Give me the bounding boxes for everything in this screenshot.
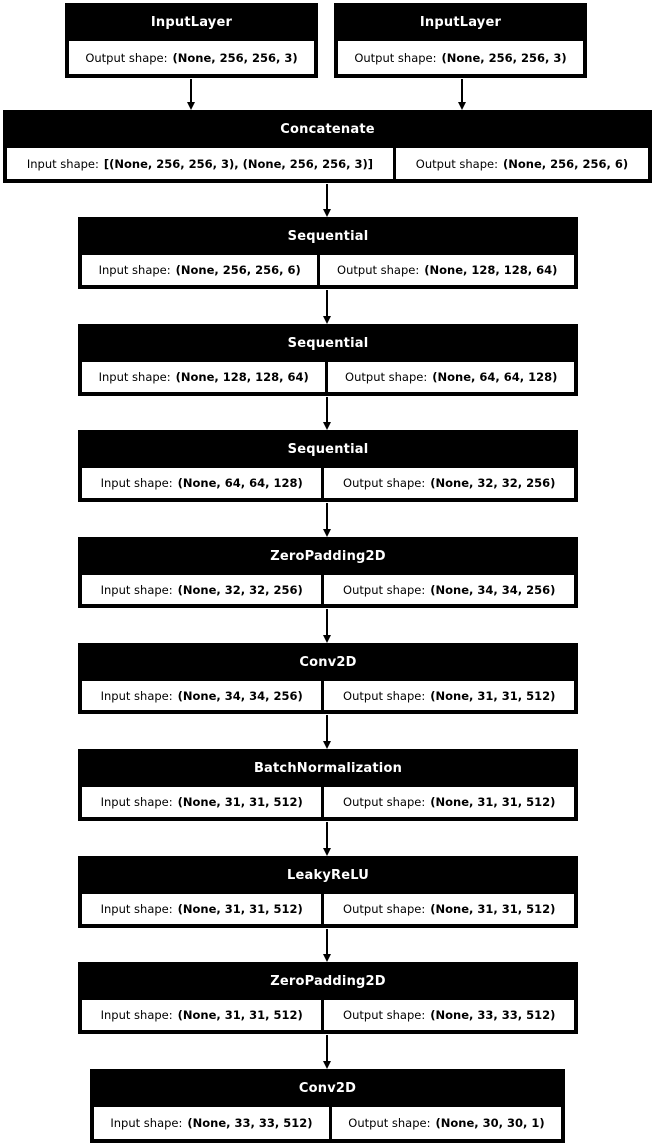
shape-value: [(None, 256, 256, 3), (None, 256, 256, 3)] [103,156,374,171]
node-leaky-relu [78,856,578,928]
layer-title: BatchNormalization [253,761,403,776]
node-sequential-1 [78,217,578,289]
shape-label: Input shape: [100,582,173,597]
input-shape-cell [82,255,317,285]
shape-label: Input shape: [100,795,173,809]
shape-value: (None, 31, 31, 512) [430,688,556,703]
layer-title: Concatenate [280,122,375,137]
node-batch-normalization [78,749,578,821]
layer-title: Sequential [287,229,369,244]
shape-label: Output shape: [85,50,168,65]
layer-title: ZeroPadding2D [270,549,386,564]
input-shape-cell [7,148,393,179]
shape-label: Input shape: [26,156,99,171]
shape-value: (None, 31, 31, 512) [430,902,556,916]
shape-value: (None, 128, 128, 64) [175,370,309,384]
shape-label: Output shape: [343,1008,426,1022]
edge-arrow-input1-to-concatenate [186,79,196,110]
input-shape-cell [82,1000,321,1030]
input-shape-cell [82,787,321,817]
layer-shapes [66,41,317,77]
edge-arrow-zeropadding2-to-conv2 [322,1035,332,1069]
edge-arrow-zeropadding1-to-conv1 [322,609,332,643]
layer-shapes [79,255,577,288]
layer-title: LeakyReLU [287,868,369,883]
edge-arrow-batchnorm-to-leakyrelu [322,822,332,856]
input-shape-cell [82,681,321,710]
node-zero-padding2d-2 [78,962,578,1034]
layer-shapes [79,468,577,501]
layer-shapes [79,681,577,713]
edge-arrow-sequential1-to-sequential2 [322,290,332,324]
output-shape-cell [320,255,574,285]
edge-arrow-sequential2-to-sequential3 [322,397,332,430]
shape-value: (None, 31, 31, 512) [430,795,556,809]
shape-value: (None, 256, 256, 6) [175,263,301,277]
shape-label: Output shape: [354,50,437,65]
node-conv2d-1 [78,643,578,714]
layer-shapes [79,362,577,395]
shape-value: (None, 31, 31, 512) [177,902,303,916]
shape-value: (None, 64, 64, 128) [432,370,558,384]
output-shape-cell [324,787,574,817]
shape-value: (None, 64, 64, 128) [177,476,303,490]
shape-value: (None, 32, 32, 256) [430,476,556,490]
edge-arrow-input2-to-concatenate [457,79,467,110]
shape-label: Input shape: [110,1116,183,1130]
layer-title: ZeroPadding2D [270,974,386,989]
shape-value: (None, 31, 31, 512) [177,795,303,809]
shape-value: (None, 256, 256, 3) [441,50,567,65]
shape-value: (None, 256, 256, 3) [172,50,298,65]
node-zero-padding2d-1 [78,537,578,608]
edge-arrow-concatenate-to-sequential1 [322,184,332,217]
node-sequential-2 [78,324,578,396]
input-shape-cell [82,575,321,604]
shape-label: Input shape: [100,476,173,490]
layer-shapes [79,894,577,927]
node-sequential-3 [78,430,578,502]
shape-label: Output shape: [348,1116,431,1130]
layer-title: InputLayer [150,15,233,30]
layer-title: Conv2D [298,1081,357,1096]
output-shape-cell [324,681,574,710]
layer-shapes [79,787,577,820]
shape-label: Output shape: [343,582,426,597]
shape-value: (None, 256, 256, 6) [502,156,629,171]
layer-shapes [335,41,586,77]
layer-shapes [79,575,577,607]
output-shape-cell [324,1000,574,1030]
shape-value: (None, 31, 31, 512) [177,1008,303,1022]
shape-label: Output shape: [415,156,498,171]
input-shape-cell [94,1107,329,1139]
output-shape-cell [324,894,574,924]
output-shape-cell [332,1107,561,1139]
node-input-layer-1 [65,3,318,78]
output-shape-cell [324,575,574,604]
shape-value: (None, 128, 128, 64) [424,263,558,277]
edge-arrow-conv1-to-batchnorm [322,715,332,749]
shape-label: Output shape: [343,688,426,703]
input-shape-cell [82,362,325,392]
layer-title: Sequential [287,442,369,457]
shape-value: (None, 32, 32, 256) [177,582,303,597]
input-shape-cell [82,468,321,498]
shape-value: (None, 30, 30, 1) [435,1116,545,1130]
layer-title: InputLayer [419,15,502,30]
shape-value: (None, 34, 34, 256) [430,582,556,597]
layer-shapes [79,1000,577,1033]
input-shape-cell [82,894,321,924]
output-shape-cell [328,362,574,392]
shape-label: Input shape: [98,370,171,384]
shape-label: Output shape: [337,263,420,277]
shape-label: Input shape: [100,902,173,916]
shape-value: (None, 33, 33, 512) [187,1116,313,1130]
shape-label: Output shape: [343,902,426,916]
shape-value: (None, 33, 33, 512) [430,1008,556,1022]
output-shape-cell [324,468,574,498]
edge-arrow-leakyrelu-to-zeropadding2 [322,929,332,962]
output-shape-cell [69,41,314,74]
node-conv2d-2 [90,1069,565,1143]
layer-title: Sequential [287,336,369,351]
shape-value: (None, 34, 34, 256) [177,688,303,703]
shape-label: Input shape: [100,1008,173,1022]
layer-shapes [4,148,651,182]
layer-shapes [91,1107,564,1142]
output-shape-cell [396,148,648,179]
shape-label: Output shape: [343,476,426,490]
shape-label: Output shape: [343,795,426,809]
layer-title: Conv2D [299,655,357,670]
output-shape-cell [338,41,583,74]
shape-label: Input shape: [98,263,171,277]
node-input-layer-2 [334,3,587,78]
shape-label: Output shape: [345,370,428,384]
shape-label: Input shape: [100,688,173,703]
node-concatenate [3,110,652,183]
edge-arrow-sequential3-to-zeropadding1 [322,503,332,537]
